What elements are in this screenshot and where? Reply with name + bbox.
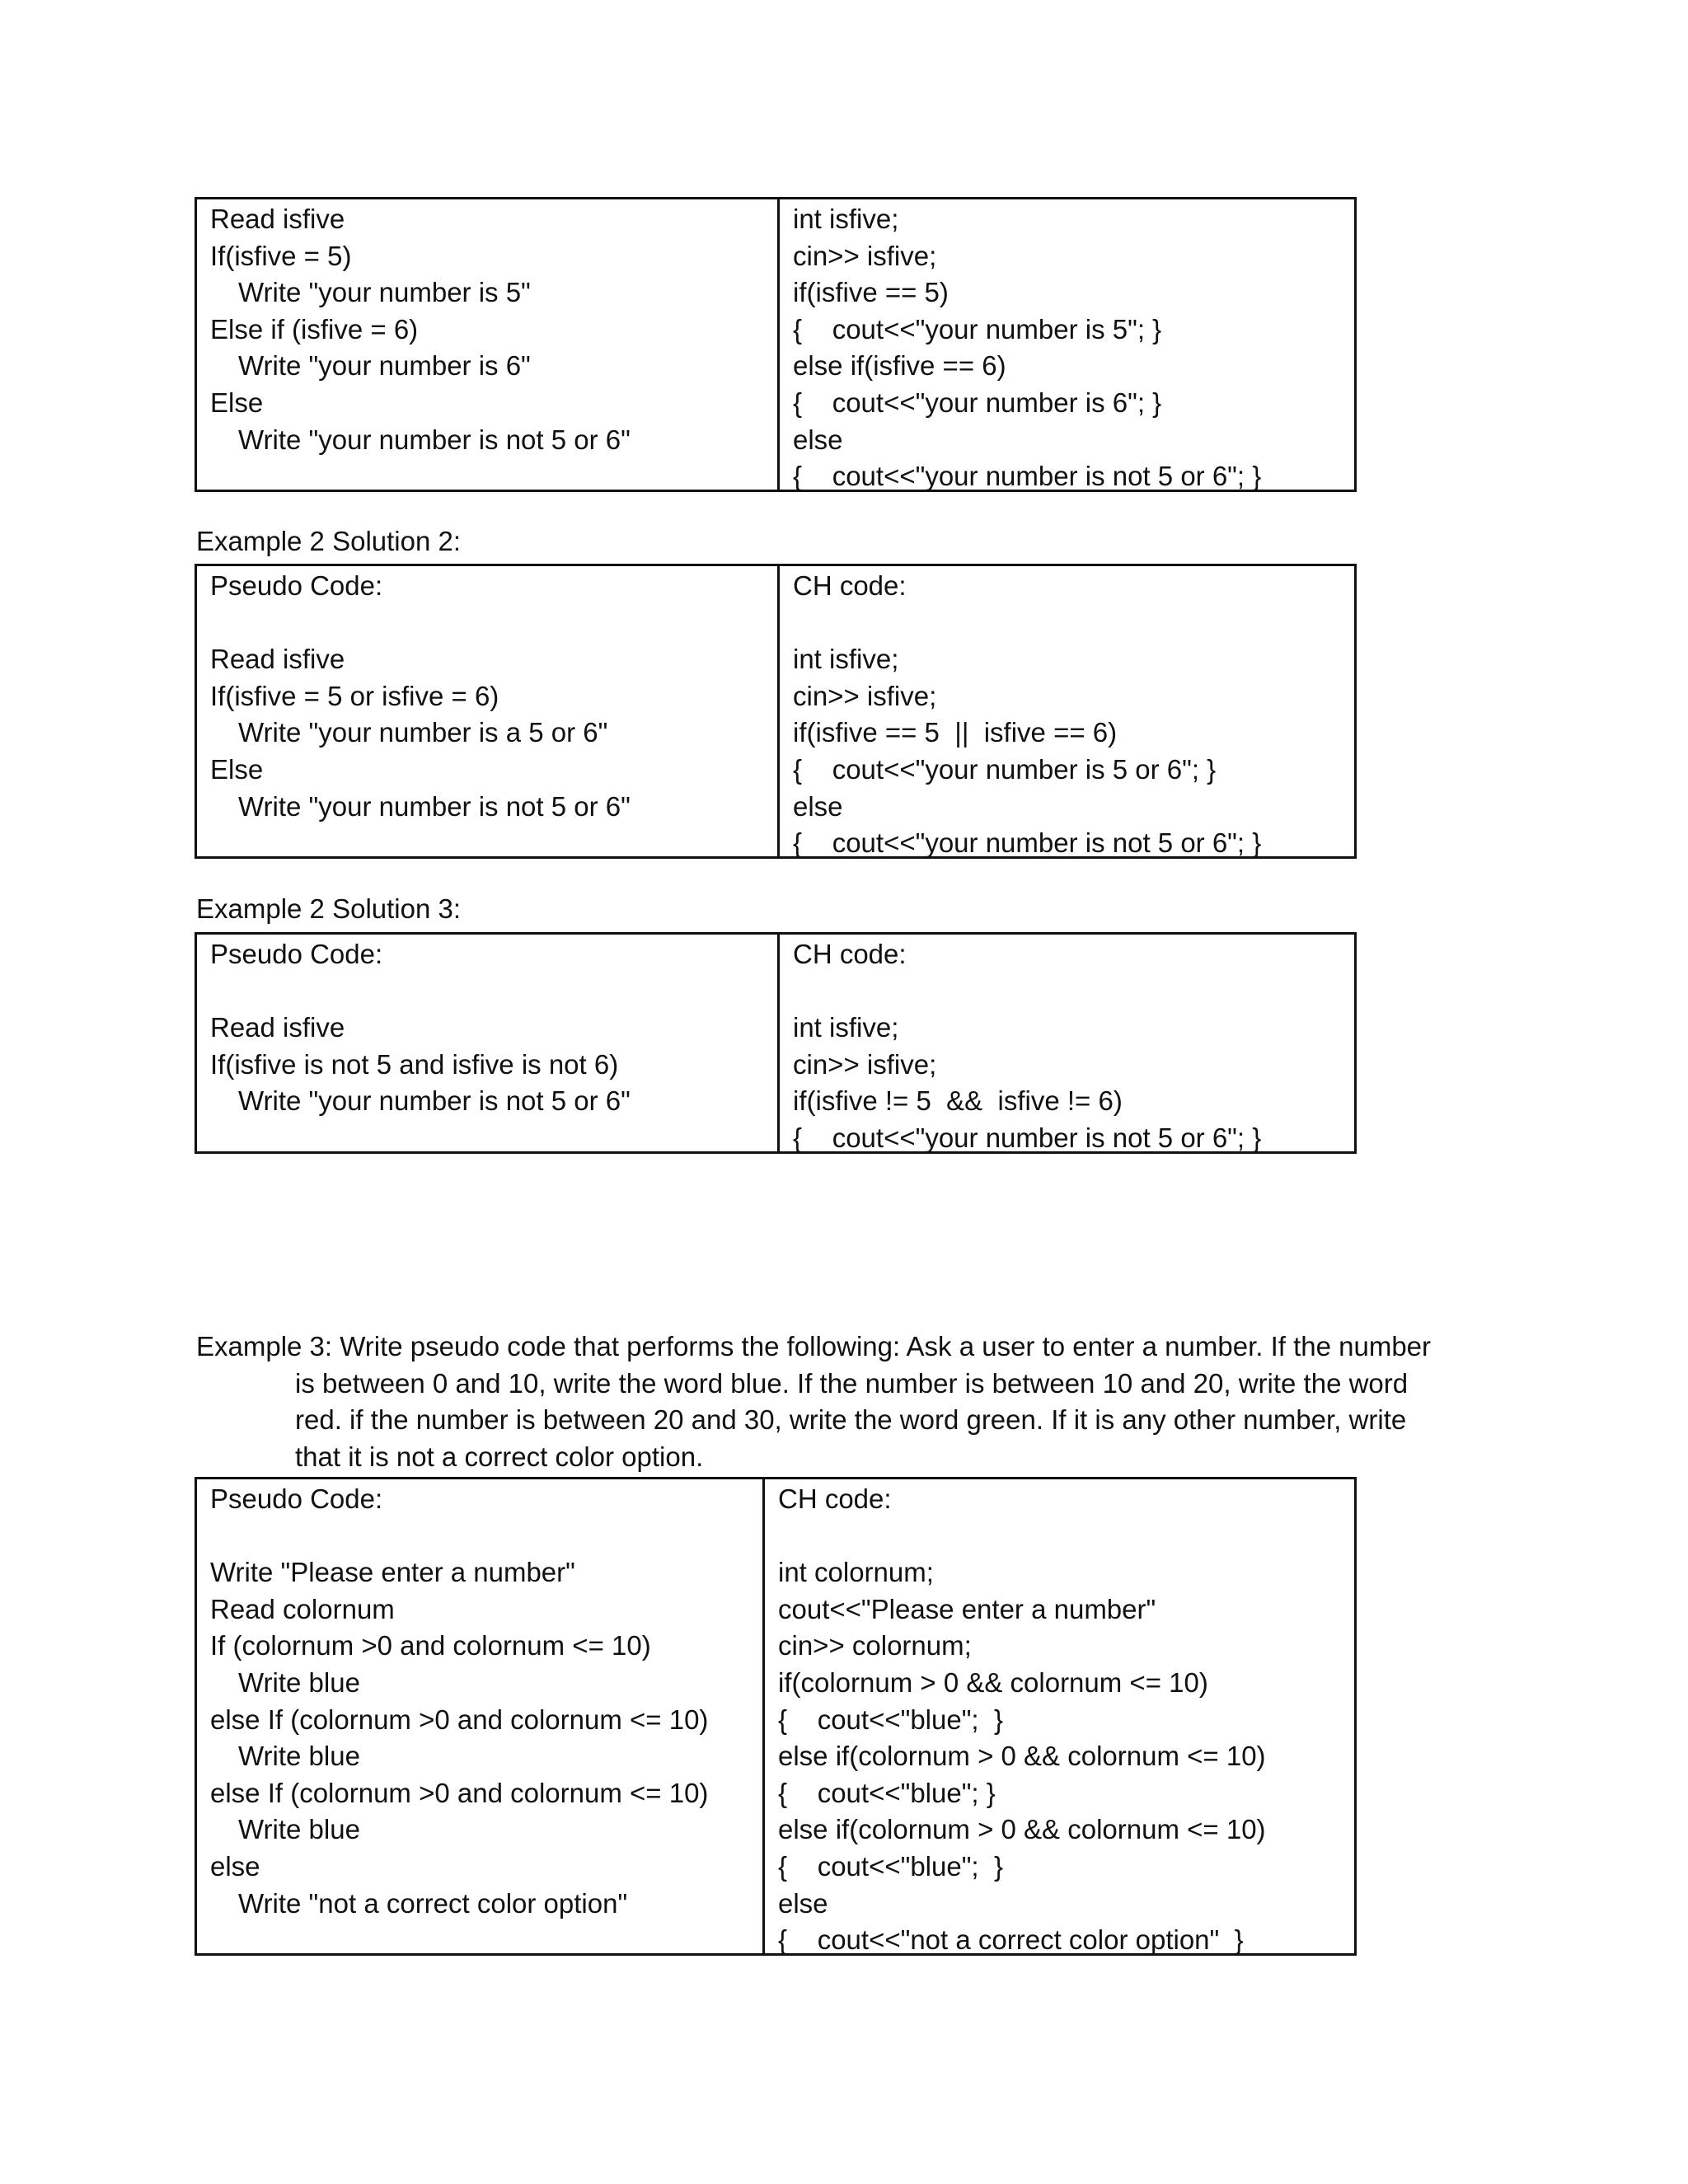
code-line: cin>> isfive; [793,680,937,711]
ch-code-cell [780,199,1354,490]
code-line: else if(isfive == 6) [793,350,1006,382]
code-line: if(isfive == 5 || isfive == 6) [793,717,1118,748]
code-line: Else [210,753,264,785]
code-line: Write blue [238,1814,360,1845]
code-line: else If (colornum >0 and colornum <= 10) [210,1777,709,1808]
code-line: cout<<"Please enter a number" [778,1593,1156,1624]
paragraph-line: is between 0 and 10, write the word blue. If the number is between 10 and 20, write the word [295,1367,1409,1399]
blank-line [210,1518,762,1555]
code-line: If(isfive = 5 or isfive = 6) [210,680,499,711]
paragraph-line: red. if the number is between 20 and 30, write the word green. If it is any other number, write [295,1404,1407,1436]
blank-line [210,605,777,642]
blank-line [793,605,1354,642]
ch-code-cell [780,566,1354,859]
code-line: If(isfive is not 5 and isfive is not 6) [210,1048,619,1080]
code-line: int colornum; [778,1557,934,1588]
code-line: cin>> colornum; [778,1630,972,1661]
blank-line [793,973,1354,1010]
pseudo-code-cell [197,935,780,1151]
pseudo-code-cell [197,1479,765,1953]
code-line: { cout<<"blue"; } [778,1704,1003,1735]
paragraph-line: that it is not a correct color option. [295,1441,704,1472]
code-line: if(isfive == 5) [793,277,949,308]
code-line: Write "your number is not 5 or 6" [238,790,631,822]
code-line: Write "your number is not 5 or 6" [238,1085,631,1117]
paragraph-line: Example 3: Write pseudo code that performs the following: Ask a user to enter a number. If the number [196,1331,1432,1361]
code-line: Else if (isfive = 6) [210,313,419,344]
cell-header: CH code: [778,1483,892,1514]
code-line: Write "your number is not 5 or 6" [238,424,631,455]
code-line: { cout<<"your number is not 5 or 6"; } [793,461,1262,492]
cell-header: Pseudo Code: [210,1483,383,1514]
code-line: { cout<<"your number is 6"; } [793,387,1162,418]
cell-header: Pseudo Code: [210,939,383,969]
code-line: { cout<<"not a correct color option" } [778,1924,1244,1956]
cell-header: Pseudo Code: [210,570,383,601]
code-line: Write "your number is 6" [238,350,531,382]
code-line: { cout<<"blue"; } [778,1850,1003,1882]
code-line: cin>> isfive; [793,1048,937,1080]
code-line: Write "not a correct color option" [238,1887,628,1919]
blank-line [778,1518,1354,1555]
code-line: int isfive; [793,1012,899,1043]
code-line: Write "your number is a 5 or 6" [238,717,608,748]
cell-header: CH code: [793,939,907,969]
code-line: { cout<<"your number is 5"; } [793,313,1162,344]
code-line: int isfive; [793,204,899,234]
section-caption: Example 2 Solution 2: [196,526,462,556]
blank-line [210,973,777,1010]
code-table-3 [195,932,1357,1154]
code-line: Read colornum [210,1593,395,1624]
code-line: else [778,1887,828,1919]
code-line: else [793,424,843,455]
ch-code-cell [780,935,1354,1151]
code-line: Else [210,387,264,418]
code-line: else [793,790,843,822]
code-line: else if(colornum > 0 && colornum <= 10) [778,1741,1266,1772]
pseudo-code-cell [197,199,780,490]
code-line: Read isfive [210,204,345,234]
pseudo-code-cell [197,566,780,856]
code-table-4 [195,1477,1357,1956]
code-line: Write "your number is 5" [238,277,531,308]
code-line: If (colornum >0 and colornum <= 10) [210,1630,651,1661]
code-line: if(isfive != 5 && isfive != 6) [793,1085,1123,1117]
code-line: If(isfive = 5) [210,240,352,271]
code-line: else If (colornum >0 and colornum <= 10) [210,1704,709,1735]
code-line: if(colornum > 0 && colornum <= 10) [778,1666,1208,1698]
code-line: else [210,1850,260,1882]
code-line: { cout<<"your number is not 5 or 6"; } [793,1122,1262,1153]
code-line: { cout<<"your number is not 5 or 6"; } [793,827,1262,859]
code-table-1 [195,197,1357,492]
code-table-2 [195,564,1357,859]
code-line: cin>> isfive; [793,240,937,271]
code-line: Read isfive [210,644,345,675]
code-line: else if(colornum > 0 && colornum <= 10) [778,1814,1266,1845]
code-line: Write blue [238,1741,360,1772]
code-line: Write blue [238,1666,360,1698]
code-line: { cout<<"your number is 5 or 6"; } [793,753,1217,785]
code-line: int isfive; [793,644,899,675]
code-line: Read isfive [210,1012,345,1043]
code-line: { cout<<"blue"; } [778,1777,996,1808]
ch-code-cell [765,1479,1354,1956]
example-3-description [196,1329,1482,1475]
section-caption: Example 2 Solution 3: [196,893,462,924]
cell-header: CH code: [793,570,907,601]
code-line: Write "Please enter a number" [210,1557,575,1588]
